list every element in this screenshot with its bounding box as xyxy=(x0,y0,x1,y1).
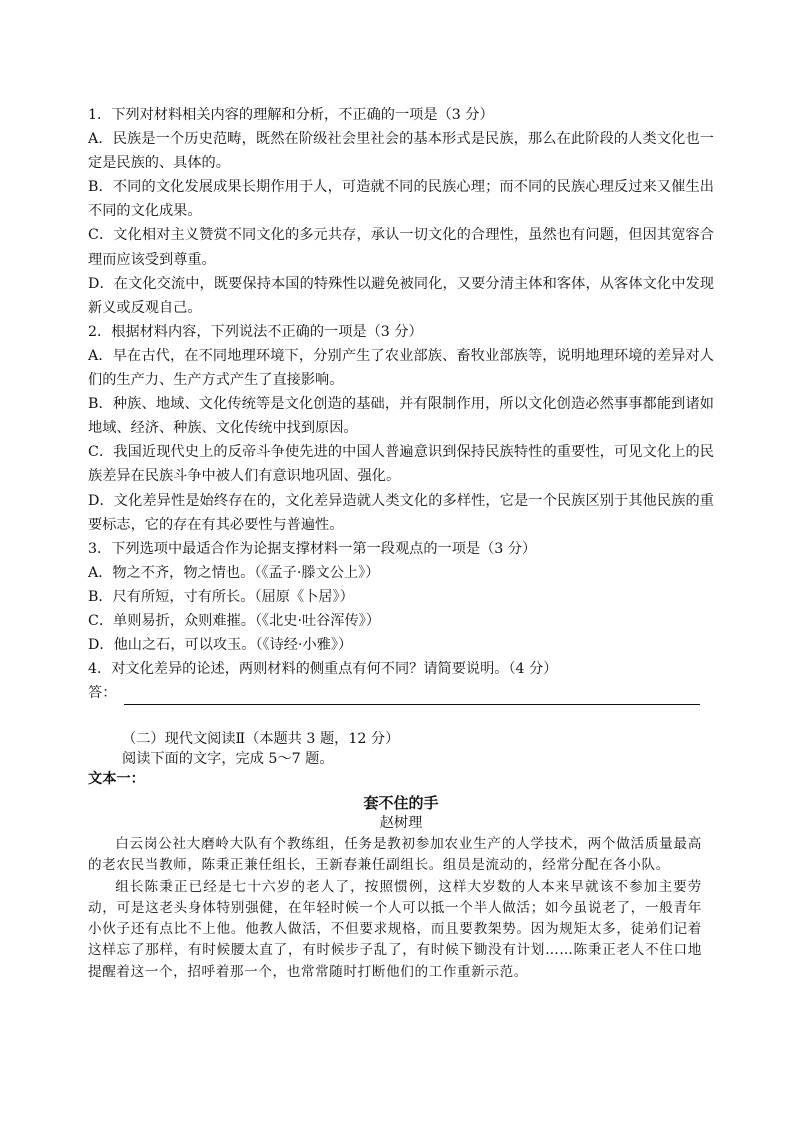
q3-option-b: B．尺有所短，寸有所长。（屈原《卜居》） xyxy=(88,588,354,605)
q1-stem: 1．下列对材料相关内容的理解和分析，不正确的一项是（3 分） xyxy=(88,107,494,123)
q3-option-d: D．他山之石，可以攻玉。（《诗经·小雅》） xyxy=(88,637,353,654)
story-title: 套不住的手 xyxy=(363,794,439,812)
q2-option-c: C．我国近现代史上的反帝斗争使先进的中国人普遍意识到保持民族特性的重要性，可见文化上的民族差异在民族斗争中被人们有意识地巩固、强化。 xyxy=(88,444,714,485)
q1-option-a: A．民族是一个历史范畴，既然在阶级社会里社会的基本形式是民族，那么在此阶段的人类文化也一定是民族的、具体的。 xyxy=(88,131,714,172)
story-author: 赵树理 xyxy=(379,815,423,831)
story-paragraph-2: 组长陈秉正已经是七十六岁的老人了，按照惯例，这样大岁数的人本来早就该不参加主要劳动，可是这老头身体特别强健，在年轻时候一个人可以抵一个半人做活；如今虽说老了，一般青年小伙子还有点比不上他。他教人做活，不但要求规格，而且要教架势。因为规矩太多，徒弟们记着这样忘了那样，有时候腰太直了，有时候步子乱了，有时候下锄没有计划……陈秉正老人不住口地提醒着这一个，招呼着那一个，也常常随时打断他们的工作重新示范。 xyxy=(88,878,702,980)
q2-option-d: D．文化差异性是始终存在的，文化差异造就人类文化的多样性，它是一个民族区别于其他民族的重要标志，它的存在有其必要性与普遍性。 xyxy=(88,492,714,533)
text-label: 文本一： xyxy=(88,771,145,787)
q2-option-a: A．早在古代，在不同地理环境下，分别产生了农业部族、畜牧业部族等，说明地理环境的差异对人们的生产力、生产方式产生了直接影响。 xyxy=(88,347,714,389)
q3-option-c: C．单则易折，众则难摧。（《北史·吐谷浑传》） xyxy=(88,612,381,629)
section2-heading: （二）现代文阅读Ⅱ（本题共 3 题，12 分） xyxy=(122,731,400,747)
section2-instruction: 阅读下面的文字，完成 5～7 题。 xyxy=(122,751,334,767)
section2-header xyxy=(88,729,714,833)
story-body xyxy=(88,834,702,983)
q4-answer-line[interactable] xyxy=(88,681,714,705)
q3-stem: 3．下列选项中最适合作为论据支撑材料一第一段观点的一项是（3 分） xyxy=(88,540,537,557)
q1-option-c: C．文化相对主义赞赏不同文化的多元共存，承认一切文化的合理性，虽然也有问题，但因其宽容合理而应该受到尊重。 xyxy=(88,227,714,268)
q2-option-b: B．种族、地域、文化传统等是文化创造的基础，并有限制作用，所以文化创造必然事事都能到诸如地域、经济、种族、文化传统中找到原因。 xyxy=(88,396,714,437)
q1-option-d: D．在文化交流中，既要保持本国的特殊性以避免被同化，又要分清主体和客体，从客体文化中发现新义或反观自己。 xyxy=(88,275,714,316)
q1-option-b: B．不同的文化发展成果长期作用于人，可造就不同的民族心理；而不同的民族心理反过来又催生出不同的文化成果。 xyxy=(88,179,714,220)
answer-rule[interactable] xyxy=(124,689,700,705)
answer-label: 答： xyxy=(88,685,117,702)
q4-stem: 4．对文化差异的论述，两则材料的侧重点有何不同？请简要说明。（4 分） xyxy=(88,661,558,678)
questions-block xyxy=(88,103,714,705)
story-paragraph-1: 白云岗公社大磨岭大队有个教练组，任务是教初参加农业生产的人学技术，两个做活质量最高的老农民当教师，陈秉正兼任组长，王新春兼任副组长。组员是流动的，经常分配在各小队。 xyxy=(88,836,702,874)
q2-stem: 2．根据材料内容，下列说法不正确的一项是（3 分） xyxy=(88,323,423,340)
q3-option-a: A．物之不齐，物之情也。（《孟子·滕文公上》） xyxy=(88,564,380,581)
